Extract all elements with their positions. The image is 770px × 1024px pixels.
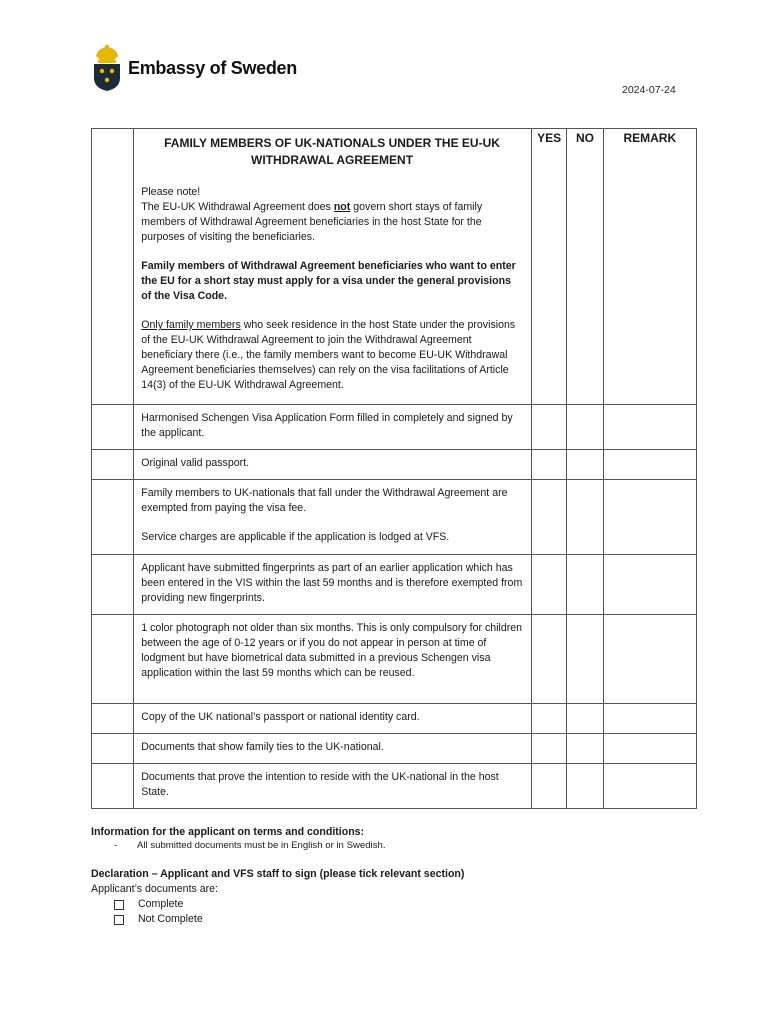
requirement-text: Documents that prove the intention to reside with the UK-national in the host State.: [141, 771, 499, 798]
index-cell: [92, 555, 134, 615]
swedish-crown-logo-icon: [92, 44, 122, 92]
requirement-text: 1 color photograph not older than six months. This is only compulsory for children between the age of 0-12 years or if you do not appear in person at time of lodgment but have biometrical data submitted in a previous Schengen visa application within the last 59 months which can be reused.: [141, 622, 523, 679]
info-title: Information for the applicant on terms and conditions:: [91, 826, 365, 838]
note-text-post: govern short stays of family members of Withdrawal Agreement beneficiaries in the host State for the purposes of visiting the beneficiaries.: [141, 201, 483, 243]
checkbox-icon[interactable]: [114, 900, 124, 910]
index-cell: [92, 405, 134, 450]
no-checkbox-cell[interactable]: [567, 734, 603, 764]
remark-cell[interactable]: [603, 704, 696, 734]
remark-cell[interactable]: [603, 480, 696, 555]
yes-checkbox-cell[interactable]: [531, 450, 567, 480]
remark-cell[interactable]: [603, 615, 696, 704]
yes-checkbox-cell[interactable]: [531, 405, 567, 450]
note-underlined: Only family members: [141, 319, 241, 331]
note-paragraph-1: [141, 185, 523, 245]
table-title: FAMILY MEMBERS OF UK-NATIONALS UNDER THE EU-UK WITHDRAWAL AGREEMENT: [164, 136, 500, 167]
index-cell: [92, 764, 134, 809]
index-cell: [92, 480, 134, 555]
document-date: 2024-07-24: [622, 84, 676, 96]
requirement-cell: [134, 405, 532, 450]
bullet-text: All submitted documents must be in English or in Swedish.: [137, 840, 386, 851]
document-checklist-table: [91, 128, 697, 809]
note-heading: Please note!: [141, 186, 201, 198]
index-cell: [92, 615, 134, 704]
table-row: [92, 615, 697, 704]
logo-text: Embassy of Sweden: [128, 57, 297, 78]
requirement-text: Documents that show family ties to the UK-national.: [141, 741, 384, 753]
yes-checkbox-cell[interactable]: [531, 480, 567, 555]
no-checkbox-cell[interactable]: [567, 615, 603, 704]
option-complete[interactable]: [91, 897, 697, 912]
column-header-no: NO: [567, 129, 603, 405]
remark-cell[interactable]: [603, 734, 696, 764]
yes-checkbox-cell[interactable]: [531, 734, 567, 764]
yes-checkbox-cell[interactable]: [531, 615, 567, 704]
no-checkbox-cell[interactable]: [567, 555, 603, 615]
column-header-remark: REMARK: [603, 129, 696, 405]
note-text-rest: who seek residence in the host State under the provisions of the EU-UK Withdrawal Agreement to join the Withdrawal Agreement beneficiary there (i.e., the family members want to become EU-UK Withdrawal Agreement beneficiaries themselves) can rely on the visa facilitations of Article 14(3) of the EU-UK Withdrawal Agreement.: [141, 319, 516, 391]
requirement-cell: [134, 555, 532, 615]
table-row: [92, 764, 697, 809]
no-checkbox-cell[interactable]: [567, 480, 603, 555]
no-checkbox-cell[interactable]: [567, 450, 603, 480]
applicant-info-section: [91, 825, 697, 853]
table-row: [92, 450, 697, 480]
requirement-cell: [134, 764, 532, 809]
header-note-cell: [134, 129, 532, 405]
requirement-text: Copy of the UK national’s passport or national identity card.: [141, 711, 420, 723]
no-checkbox-cell[interactable]: [567, 704, 603, 734]
option-label: Not Complete: [138, 913, 203, 925]
no-checkbox-cell[interactable]: [567, 405, 603, 450]
note-paragraph-3: [141, 318, 523, 393]
table-row: [92, 734, 697, 764]
column-header-yes: YES: [531, 129, 567, 405]
option-label: Complete: [138, 898, 184, 910]
declaration-subtitle: Applicant’s documents are:: [91, 883, 219, 895]
checkbox-icon[interactable]: [114, 915, 124, 925]
option-not-complete[interactable]: [91, 912, 697, 927]
declaration-section: [91, 867, 697, 927]
table-row: [92, 405, 697, 450]
requirement-text: Original valid passport.: [141, 457, 250, 469]
requirement-cell: [134, 734, 532, 764]
declaration-title: Declaration – Applicant and VFS staff to sign (please tick relevant section): [91, 868, 465, 880]
remark-cell[interactable]: [603, 555, 696, 615]
requirement-cell: [134, 615, 532, 704]
table-header-row: [92, 129, 697, 405]
yes-checkbox-cell[interactable]: [531, 704, 567, 734]
remark-cell[interactable]: [603, 405, 696, 450]
page-header: [92, 44, 297, 92]
table-row: [92, 704, 697, 734]
note-paragraph-2: Family members of Withdrawal Agreement beneficiaries who want to enter the EU for a short stay must apply for a visa under the general provisions of the Visa Code.: [141, 260, 516, 302]
table-row: [92, 555, 697, 615]
info-bullet: [91, 839, 697, 853]
requirement-cell: [134, 450, 532, 480]
table-row: [92, 480, 697, 555]
requirement-text: Harmonised Schengen Visa Application Form filled in completely and signed by the applicant.: [141, 412, 513, 439]
requirement-cell: [134, 704, 532, 734]
no-checkbox-cell[interactable]: [567, 764, 603, 809]
note-emphasis: not: [333, 201, 351, 213]
requirement-text: Applicant have submitted fingerprints as part of an earlier application which has been entered in the VIS within the last 59 months and is therefore exempted from providing new fingerprints.: [141, 562, 523, 604]
index-cell: [92, 129, 134, 405]
requirement-cell: [134, 480, 532, 555]
remark-cell[interactable]: [603, 764, 696, 809]
yes-checkbox-cell[interactable]: [531, 764, 567, 809]
note-text-pre: The EU-UK Withdrawal Agreement does: [141, 201, 334, 213]
index-cell: [92, 704, 134, 734]
requirement-subtext: Service charges are applicable if the application is lodged at VFS.: [141, 531, 450, 543]
index-cell: [92, 450, 134, 480]
bullet-dash: -: [114, 840, 118, 851]
index-cell: [92, 734, 134, 764]
yes-checkbox-cell[interactable]: [531, 555, 567, 615]
requirement-text: Family members to UK-nationals that fall under the Withdrawal Agreement are exempted from paying the visa fee.: [141, 487, 508, 514]
remark-cell[interactable]: [603, 450, 696, 480]
